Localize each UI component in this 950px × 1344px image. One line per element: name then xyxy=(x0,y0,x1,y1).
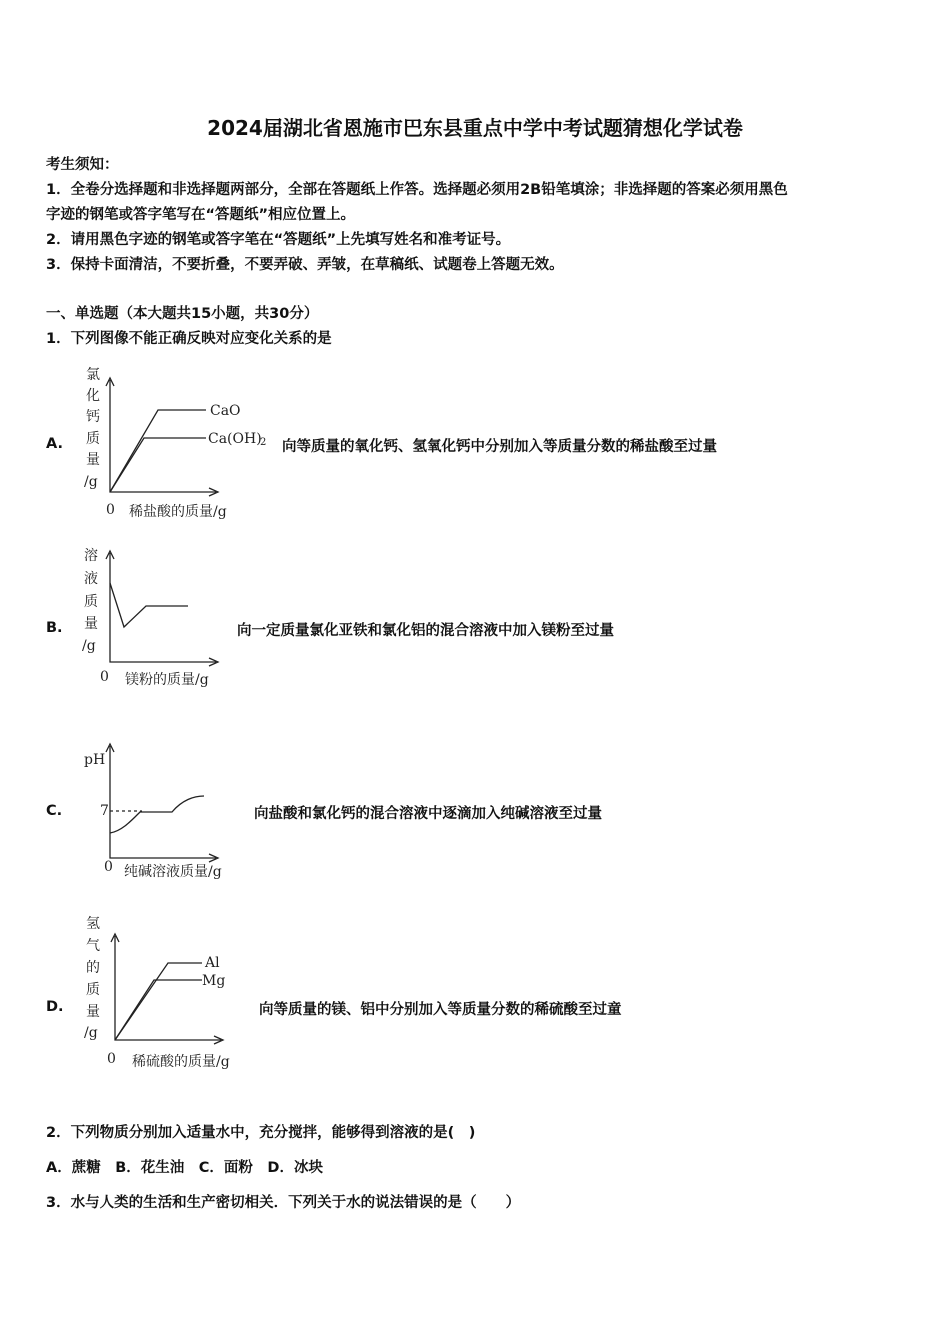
graph-b xyxy=(78,543,238,693)
section-1-heading: 一、单选题（本大题共15小题，共30分） xyxy=(46,306,319,322)
graph-a-ylabel-3: 钙 xyxy=(86,409,100,425)
graph-a-ylabel-6: /g xyxy=(84,474,98,490)
question-1-stem: 1．下列图像不能正确反映对应变化关系的是 xyxy=(46,331,332,347)
question-2-stem: 2．下列物质分别加入适量水中，充分搅拌，能够得到溶液的是( ) xyxy=(46,1125,476,1141)
graph-d-ylabel-2: 气 xyxy=(86,938,100,954)
page-title: 2024届湖北省恩施市巴东县重点中学中考试题猜想化学试卷 xyxy=(207,116,743,140)
graph-d-ylabel-1: 氢 xyxy=(86,916,100,932)
graph-c-line xyxy=(110,796,204,833)
graph-a-series-cao: CaO xyxy=(210,403,241,419)
graph-d-line-mg xyxy=(115,980,202,1040)
graph-a-series-caoh-subscript: 2 xyxy=(260,437,267,448)
graph-d-line-al xyxy=(115,963,202,1040)
option-a-label: A. xyxy=(46,436,63,452)
graph-a-ylabel-5: 量 xyxy=(86,452,100,468)
option-c-label: C. xyxy=(46,803,63,819)
option-a-description: 向等质量的氧化钙、氢氧化钙中分别加入等质量分数的稀盐酸至过量 xyxy=(282,439,717,455)
graph-d-ylabel-5: 量 xyxy=(86,1004,100,1020)
graph-c-tick-7: 7 xyxy=(100,803,109,819)
option-b-label: B. xyxy=(46,620,63,636)
question-2-options: A．蔗糖 B．花生油 C．面粉 D．冰块 xyxy=(46,1160,323,1176)
graph-d-ylabel-6: /g xyxy=(84,1025,98,1041)
graph-b-line xyxy=(110,583,188,627)
graph-c-origin: 0 xyxy=(104,859,113,875)
graph-a-xlabel: 稀盐酸的质量/g xyxy=(129,504,227,520)
graph-b-axes xyxy=(110,553,216,662)
graph-b-ylabel-4: 量 xyxy=(84,616,98,632)
option-b-description: 向一定质量氯化亚铁和氯化铝的混合溶液中加入镁粉至过量 xyxy=(237,623,614,639)
graph-d-origin: 0 xyxy=(107,1051,116,1067)
option-d-label: D. xyxy=(46,999,64,1015)
graph-b-ylabel-5: /g xyxy=(82,638,96,654)
graph-c xyxy=(78,736,248,886)
graph-a-line-cao xyxy=(110,410,206,492)
graph-a-axes xyxy=(110,380,216,492)
graph-d-ylabel-4: 质 xyxy=(86,982,100,998)
graph-b-ylabel-3: 质 xyxy=(84,594,98,610)
graph-b-origin: 0 xyxy=(100,669,109,685)
graph-a xyxy=(78,362,278,524)
graph-d-series-al: Al xyxy=(205,955,220,971)
notice-item-3: 3．保持卡面清洁，不要折叠，不要弄破、弄皱，在草稿纸、试题卷上答题无效。 xyxy=(46,257,564,273)
notice-item-2: 2．请用黑色字迹的钢笔或答字笔在“答题纸”上先填写姓名和准考证号。 xyxy=(46,232,511,248)
graph-c-xlabel: 纯碱溶液质量/g xyxy=(124,864,222,880)
notice-heading: 考生须知： xyxy=(46,157,119,173)
graph-c-axes xyxy=(110,746,216,858)
graph-d-xlabel: 稀硫酸的质量/g xyxy=(132,1054,230,1070)
graph-a-line-caoh2 xyxy=(110,438,206,492)
graph-d-ylabel-3: 的 xyxy=(86,960,100,976)
graph-a-ylabel-4: 质 xyxy=(86,431,100,447)
graph-b-ylabel-1: 溶 xyxy=(84,548,98,564)
graph-a-ylabel-2: 化 xyxy=(86,388,100,404)
option-d-description: 向等质量的镁、铝中分别加入等质量分数的稀硫酸至过童 xyxy=(259,1002,622,1018)
graph-b-xlabel: 镁粉的质量/g xyxy=(125,672,209,688)
graph-a-series-caoh: Ca(OH) xyxy=(208,431,262,447)
graph-d xyxy=(78,910,258,1078)
option-c-description: 向盐酸和氯化钙的混合溶液中逐滴加入纯碱溶液至过量 xyxy=(254,806,602,822)
graph-a-ylabel-1: 氯 xyxy=(86,367,100,383)
notice-item-1-line-1: 1．全卷分选择题和非选择题两部分，全部在答题纸上作答。选择题必须用2B铅笔填涂；非选择题的答案必须用黑色 xyxy=(46,182,788,198)
graph-b-ylabel-2: 液 xyxy=(84,571,98,587)
question-3-stem: 3．水与人类的生活和生产密切相关．下列关于水的说法错误的是（ ） xyxy=(46,1195,521,1211)
graph-d-series-mg: Mg xyxy=(202,973,226,989)
graph-a-origin: 0 xyxy=(106,502,115,518)
notice-item-1-line-2: 字迹的钢笔或答字笔写在“答题纸”相应位置上。 xyxy=(46,207,356,223)
graph-c-ylabel: pH xyxy=(84,752,106,768)
